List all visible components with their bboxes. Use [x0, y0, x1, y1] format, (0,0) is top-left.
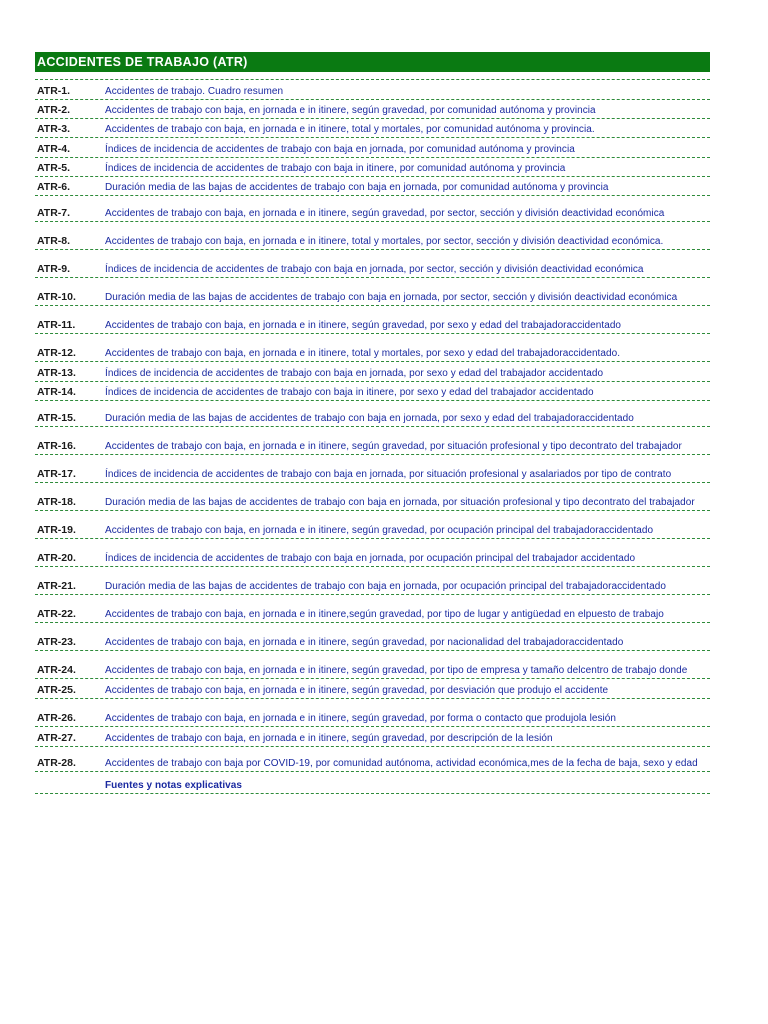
row-code: ATR-18.	[37, 496, 76, 508]
row-code: ATR-7.	[37, 207, 71, 219]
table-row[interactable]	[35, 222, 710, 250]
footer-row[interactable]	[35, 772, 710, 794]
table-row[interactable]	[35, 80, 710, 100]
row-link[interactable]: Duración media de las bajas de accidentes de trabajo con baja en jornada, por comunidad autónoma y provincia	[105, 182, 609, 193]
row-code: ATR-4.	[37, 143, 71, 155]
table-row[interactable]	[35, 679, 710, 699]
row-link[interactable]: Duración media de las bajas de accidentes de trabajo con baja en jornada, por sector, sección y división deactividad económica	[105, 292, 678, 303]
row-code: ATR-10.	[37, 291, 76, 303]
row-link[interactable]: Duración media de las bajas de accidentes de trabajo con baja en jornada, por situación profesional y tipo decontrato del trabajador	[105, 497, 695, 508]
row-link[interactable]: Accidentes de trabajo con baja, en jornada e in itinere, total y mortales, por comunidad autónoma y provincia.	[105, 124, 595, 135]
row-link[interactable]: Accidentes de trabajo con baja, en jornada e in itinere, según gravedad, por descripción de la lesión	[105, 733, 553, 744]
row-link[interactable]: Accidentes de trabajo con baja, en jornada e in itinere, según gravedad, por nacionalidad del trabajadoraccidentado	[105, 637, 624, 648]
header-divider	[35, 72, 710, 80]
table-row[interactable]	[35, 278, 710, 306]
row-code: ATR-26.	[37, 712, 76, 724]
row-code: ATR-9.	[37, 263, 71, 275]
table-row[interactable]	[35, 455, 710, 483]
row-link[interactable]: Accidentes de trabajo con baja, en jornada e in itinere, según gravedad, por tipo de empresa y tamaño delcentro de trabajo donde	[105, 665, 688, 676]
row-link[interactable]: Índices de incidencia de accidentes de trabajo con baja en jornada, por situación profesional y asalariados por tipo de contrato	[105, 469, 672, 480]
row-link[interactable]: Accidentes de trabajo con baja, en jornada e in itinere, según gravedad, por sexo y edad del trabajadoraccidentado	[105, 320, 622, 331]
row-code: ATR-17.	[37, 468, 76, 480]
row-code: ATR-5.	[37, 162, 71, 174]
row-code: ATR-24.	[37, 664, 76, 676]
table-row[interactable]	[35, 699, 710, 727]
row-link[interactable]: Accidentes de trabajo con baja, en jornada e in itinere, según gravedad, por situación profesional y tipo decontrato del trabajador	[105, 441, 682, 452]
sources-notes-link[interactable]: Fuentes y notas explicativas	[105, 780, 243, 791]
table-row[interactable]	[35, 747, 710, 772]
row-code: ATR-22.	[37, 608, 76, 620]
table-row[interactable]	[35, 595, 710, 623]
section-title: ACCIDENTES DE TRABAJO (ATR)	[37, 55, 248, 69]
row-link[interactable]: Accidentes de trabajo. Cuadro resumen	[105, 86, 284, 97]
table-row[interactable]	[35, 651, 710, 679]
row-link[interactable]: Accidentes de trabajo con baja, en jornada e in itinere, según gravedad, por desviación que produjo el accidente	[105, 685, 609, 696]
row-code: ATR-8.	[37, 235, 71, 247]
table-row[interactable]	[35, 250, 710, 278]
row-link[interactable]: Accidentes de trabajo con baja, en jornada e in itinere, según gravedad, por comunidad autónoma y provincia	[105, 105, 596, 116]
table-row[interactable]	[35, 382, 710, 401]
row-code: ATR-11.	[37, 319, 76, 331]
table-row[interactable]	[35, 334, 710, 362]
table-row[interactable]	[35, 623, 710, 651]
row-link[interactable]: Accidentes de trabajo con baja, en jornada e in itinere, total y mortales, por sector, sección y división deactividad económica.	[105, 236, 664, 247]
row-code: ATR-27.	[37, 732, 76, 744]
row-code: ATR-20.	[37, 552, 76, 564]
row-code: ATR-25.	[37, 684, 76, 696]
table-row[interactable]	[35, 511, 710, 539]
row-code: ATR-6.	[37, 181, 71, 193]
table-row[interactable]	[35, 401, 710, 427]
table-row[interactable]	[35, 100, 710, 119]
row-link[interactable]: Accidentes de trabajo con baja por COVID-19, por comunidad autónoma, actividad económica,mes de la fecha de baja, sexo y edad	[105, 758, 698, 769]
table-row[interactable]	[35, 362, 710, 382]
row-link[interactable]: Índices de incidencia de accidentes de trabajo con baja in itinere, por sexo y edad del trabajador accidentado	[105, 387, 594, 398]
row-code: ATR-3.	[37, 123, 71, 135]
row-link[interactable]: Accidentes de trabajo con baja, en jornada e in itinere, según gravedad, por sector, sección y división deactividad económica	[105, 208, 665, 219]
row-link[interactable]: Accidentes de trabajo con baja, en jornada e in itinere,según gravedad, por tipo de lugar y antigüedad en elpuesto de trabajo	[105, 609, 664, 620]
row-link[interactable]: Duración media de las bajas de accidentes de trabajo con baja en jornada, por ocupación principal del trabajadoraccidentado	[105, 581, 666, 592]
table-row[interactable]	[35, 196, 710, 222]
table-row[interactable]	[35, 306, 710, 334]
table-row[interactable]	[35, 177, 710, 196]
row-link[interactable]: Índices de incidencia de accidentes de trabajo con baja en jornada, por ocupación principal del trabajador accidentado	[105, 553, 636, 564]
row-code: ATR-2.	[37, 104, 71, 116]
row-link[interactable]: Accidentes de trabajo con baja, en jornada e in itinere, según gravedad, por forma o contacto que produjola lesión	[105, 713, 617, 724]
table-row[interactable]	[35, 119, 710, 138]
row-code: ATR-19.	[37, 524, 76, 536]
row-link[interactable]: Índices de incidencia de accidentes de trabajo con baja en jornada, por sector, sección y división deactividad económica	[105, 264, 644, 275]
row-code: ATR-13.	[37, 367, 76, 379]
table-index	[35, 80, 710, 794]
row-code: ATR-21.	[37, 580, 76, 592]
sheet	[35, 52, 710, 794]
row-code: ATR-16.	[37, 440, 76, 452]
table-row[interactable]	[35, 727, 710, 747]
table-row[interactable]	[35, 539, 710, 567]
row-code: ATR-15.	[37, 412, 76, 424]
table-row[interactable]	[35, 567, 710, 595]
row-link[interactable]: Accidentes de trabajo con baja, en jornada e in itinere, total y mortales, por sexo y edad del trabajadoraccidentado.	[105, 348, 621, 359]
row-code: ATR-23.	[37, 636, 76, 648]
row-code: ATR-12.	[37, 347, 76, 359]
row-link[interactable]: Índices de incidencia de accidentes de trabajo con baja en jornada, por comunidad autónoma y provincia	[105, 144, 575, 155]
row-code: ATR-28.	[37, 757, 76, 769]
row-link[interactable]: Accidentes de trabajo con baja, en jornada e in itinere, según gravedad, por ocupación principal del trabajadoraccidentado	[105, 525, 654, 536]
table-row[interactable]	[35, 427, 710, 455]
section-header	[35, 52, 710, 72]
table-row[interactable]	[35, 138, 710, 158]
table-row[interactable]	[35, 483, 710, 511]
row-code: ATR-14.	[37, 386, 76, 398]
row-link[interactable]: Índices de incidencia de accidentes de trabajo con baja en jornada, por sexo y edad del trabajador accidentado	[105, 368, 604, 379]
row-link[interactable]: Duración media de las bajas de accidentes de trabajo con baja en jornada, por sexo y edad del trabajadoraccidentado	[105, 413, 634, 424]
row-code: ATR-1.	[37, 85, 71, 97]
row-link[interactable]: Índices de incidencia de accidentes de trabajo con baja in itinere, por comunidad autónoma y provincia	[105, 163, 566, 174]
table-row[interactable]	[35, 158, 710, 177]
